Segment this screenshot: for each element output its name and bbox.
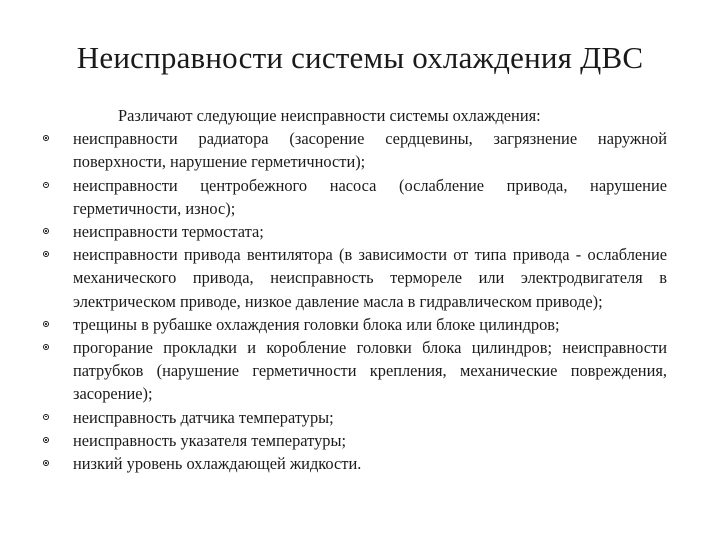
list-item xyxy=(40,243,667,313)
slide-title: Неисправности системы охлаждения ДВС xyxy=(76,40,644,75)
bullet-icon xyxy=(43,414,49,420)
bullet-icon xyxy=(43,251,49,257)
intro-text: Различают следующие неисправности системы охлаждения: xyxy=(118,106,541,125)
list-item-text: неисправность указателя температуры; xyxy=(73,430,347,450)
bullet-icon xyxy=(43,460,49,466)
list-item-text: низкий уровень охлаждающей жидкости. xyxy=(73,454,362,474)
list-item xyxy=(40,127,667,173)
list-item xyxy=(40,336,667,406)
slide-body xyxy=(40,104,667,475)
bullet-icon xyxy=(43,321,49,327)
list-item-text: неисправность датчика температуры; xyxy=(73,407,334,427)
list-item-text: трещины в рубашке охлаждения головки блока или блоке цилиндров; xyxy=(73,314,560,334)
bullet-icon xyxy=(43,182,49,188)
list-item xyxy=(40,452,667,475)
bullet-icon xyxy=(43,135,49,141)
list-item xyxy=(40,429,667,452)
bullet-icon xyxy=(43,228,49,234)
list-item-text: неисправности радиатора (засорение сердцевины, загрязнение наружной поверхности, нарушение герметичности); xyxy=(73,129,667,172)
list-item-text: неисправности центробежного насоса (ослабление привода, нарушение герметичности, износ); xyxy=(73,175,667,218)
list-item-text: неисправности термостата; xyxy=(73,222,264,242)
bullet-icon xyxy=(43,344,49,350)
list-item xyxy=(40,313,667,336)
list-item xyxy=(40,220,667,243)
list-item-text: прогорание прокладки и коробление головки блока цилиндров; неисправности патрубков (нарушение герметичности крепления, механические повреждения, засорение); xyxy=(73,338,667,404)
list-item-text: неисправности привода вентилятора (в зависимости от типа привода - ослабление механического привода, неисправность термореле или электродвигателя в электрическом приводе, низкое давление масла в гидравлическом приводе); xyxy=(73,245,667,311)
list-item xyxy=(40,406,667,429)
list-item xyxy=(40,174,667,220)
faults-list xyxy=(40,127,667,475)
bullet-icon xyxy=(43,437,49,443)
